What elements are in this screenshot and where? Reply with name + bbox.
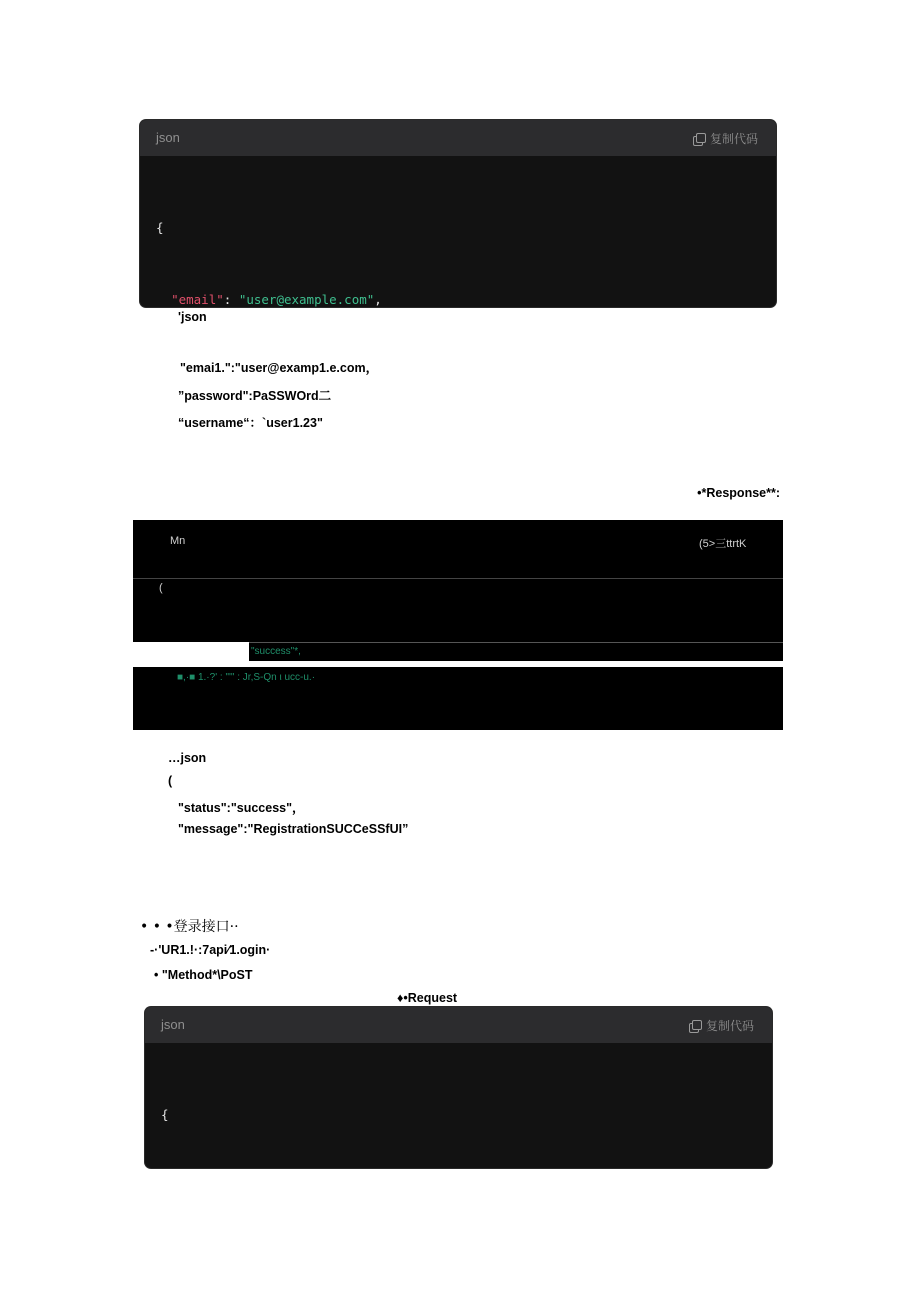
code-body (140, 156, 776, 307)
code-line: "email": "user@example.com", (171, 292, 382, 307)
code-line: { (156, 220, 164, 235)
code-block-header (145, 1007, 772, 1043)
response-brace: ( (159, 582, 163, 594)
code-line: { (161, 1107, 169, 1122)
response-block-header (133, 520, 783, 642)
copy-icon (693, 133, 705, 145)
divider (133, 578, 783, 579)
login-url: -·'UR1.!·:7api⁄1.ogin· (150, 943, 271, 957)
copy-code-label: 复制代码 (705, 1019, 754, 1033)
code-block-login-request (145, 1007, 772, 1168)
code-block-register-request (140, 120, 776, 307)
response-message-line: ■,·■ 1.·?' : "'" : Jr,S-Qn ι ucc-u.· (177, 672, 316, 683)
ocr-json-label-2: …json (168, 751, 207, 765)
code-language-label: json (156, 130, 180, 145)
response-success-strip (249, 642, 783, 661)
ocr-email-line: "emai1.":"user@examp1.e.com， (180, 361, 379, 375)
copy-code-label: 复制代码 (709, 132, 758, 146)
code-body (145, 1043, 772, 1168)
copy-icon (689, 1020, 701, 1032)
copy-code-button[interactable] (689, 1017, 754, 1034)
code-language-label: json (161, 1017, 185, 1032)
response-copy-label[interactable]: (5>三ttrtK (699, 538, 747, 550)
ocr-open-brace: ( (168, 774, 173, 788)
ocr-password-line: ”password":PaSSWOrd二 (178, 389, 332, 403)
ocr-username-line: “username“：`user1.23" (178, 416, 323, 430)
login-section-title: • • •登录接口·· (140, 919, 239, 935)
login-method: • "Method*\PoST (154, 968, 253, 982)
ocr-json-label: 'json (178, 310, 207, 324)
request-label: ♦•Request (397, 991, 458, 1005)
code-block-header (140, 120, 776, 156)
response-success-line: "success"*, (251, 646, 301, 657)
ocr-message-line: "message":"RegistrationSUCCeSSfUI” (178, 822, 409, 836)
copy-code-button[interactable] (693, 130, 758, 147)
response-block-body (133, 667, 783, 730)
ocr-status-line: "status":"success"， (178, 801, 305, 815)
response-label: •*Response**: (697, 486, 780, 500)
response-lang-label: Mn (170, 535, 186, 547)
